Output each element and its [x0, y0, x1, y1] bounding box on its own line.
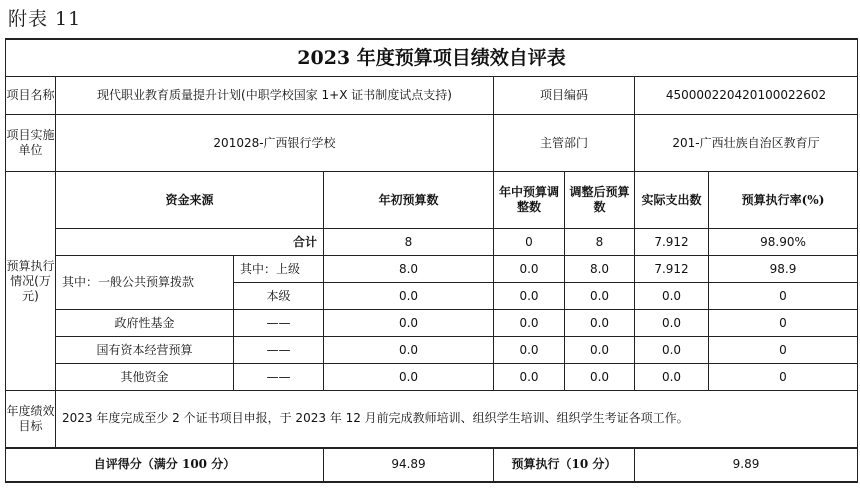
other-fund-actual: 0.0 — [635, 364, 709, 391]
annual-goal-label: 年度绩效目标 — [6, 391, 56, 448]
gov-fund-mid-adjust: 0.0 — [494, 310, 565, 337]
supervising-dept-value: 201-广西壮族自治区教育厅 — [635, 115, 858, 172]
local-mid-adjust: 0.0 — [494, 283, 565, 310]
upper-rate: 98.9 — [709, 256, 858, 283]
state-capital-adjusted: 0.0 — [565, 337, 635, 364]
upper-actual: 7.912 — [635, 256, 709, 283]
other-fund-initial: 0.0 — [324, 364, 494, 391]
total-actual: 7.912 — [635, 229, 709, 256]
performance-self-evaluation-table — [5, 38, 858, 483]
table-row — [6, 229, 858, 256]
state-capital-dash: —— — [234, 337, 324, 364]
supervising-dept-label: 主管部门 — [494, 115, 635, 172]
other-fund-rate: 0 — [709, 364, 858, 391]
header-fund-source: 资金来源 — [56, 172, 324, 229]
other-fund-dash: —— — [234, 364, 324, 391]
upper-level-label: 其中：上级 — [234, 256, 324, 283]
table-row — [6, 256, 858, 283]
total-initial: 8 — [324, 229, 494, 256]
general-budget-label: 其中：一般公共预算拨款 — [56, 256, 234, 310]
project-code-label: 项目编码 — [494, 77, 635, 115]
total-mid-adjust: 0 — [494, 229, 565, 256]
annual-goal-text: 2023 年度完成至少 2 个证书项目申报，于 2023 年 12 月前完成教师培训、组织学生培训、组织学生考证各项工作。 — [56, 391, 858, 448]
local-adjusted: 0.0 — [565, 283, 635, 310]
gov-fund-label: 政府性基金 — [56, 310, 234, 337]
table-row — [6, 337, 858, 364]
project-name-value: 现代职业教育质量提升计划(中职学校国家 1+X 证书制度试点支持) — [56, 77, 494, 115]
state-capital-initial: 0.0 — [324, 337, 494, 364]
implementing-unit-value: 201028-广西银行学校 — [56, 115, 494, 172]
table-title: 2023 年度预算项目绩效自评表 — [6, 39, 858, 77]
other-fund-label: 其他资金 — [56, 364, 234, 391]
upper-initial: 8.0 — [324, 256, 494, 283]
other-fund-mid-adjust: 0.0 — [494, 364, 565, 391]
table-row — [6, 310, 858, 337]
local-initial: 0.0 — [324, 283, 494, 310]
implementing-unit-label: 项目实施单位 — [6, 115, 56, 172]
gov-fund-initial: 0.0 — [324, 310, 494, 337]
gov-fund-rate: 0 — [709, 310, 858, 337]
exec-score-value: 9.89 — [635, 448, 858, 482]
local-level-label: 本级 — [234, 283, 324, 310]
project-name-label: 项目名称 — [6, 77, 56, 115]
local-actual: 0.0 — [635, 283, 709, 310]
self-score-label: 自评得分（满分 100 分） — [6, 448, 324, 482]
project-code-value: 450000220420100022602 — [635, 77, 858, 115]
local-rate: 0 — [709, 283, 858, 310]
header-execution-rate: 预算执行率(%) — [709, 172, 858, 229]
exec-score-label: 预算执行（10 分） — [494, 448, 635, 482]
table-row — [6, 364, 858, 391]
upper-mid-adjust: 0.0 — [494, 256, 565, 283]
state-capital-rate: 0 — [709, 337, 858, 364]
budget-section-label: 预算执行情况(万元) — [6, 172, 56, 391]
other-fund-adjusted: 0.0 — [565, 364, 635, 391]
header-initial-budget: 年初预算数 — [324, 172, 494, 229]
self-score-value: 94.89 — [324, 448, 494, 482]
annex-label: 附表 11 — [8, 8, 82, 30]
gov-fund-dash: —— — [234, 310, 324, 337]
total-rate: 98.90% — [709, 229, 858, 256]
state-capital-actual: 0.0 — [635, 337, 709, 364]
state-capital-label: 国有资本经营预算 — [56, 337, 234, 364]
header-adjusted-budget: 调整后预算数 — [565, 172, 635, 229]
state-capital-mid-adjust: 0.0 — [494, 337, 565, 364]
gov-fund-adjusted: 0.0 — [565, 310, 635, 337]
total-adjusted: 8 — [565, 229, 635, 256]
total-label: 合计 — [56, 229, 324, 256]
upper-adjusted: 8.0 — [565, 256, 635, 283]
header-mid-adjust: 年中预算调整数 — [494, 172, 565, 229]
header-actual-spend: 实际支出数 — [635, 172, 709, 229]
gov-fund-actual: 0.0 — [635, 310, 709, 337]
